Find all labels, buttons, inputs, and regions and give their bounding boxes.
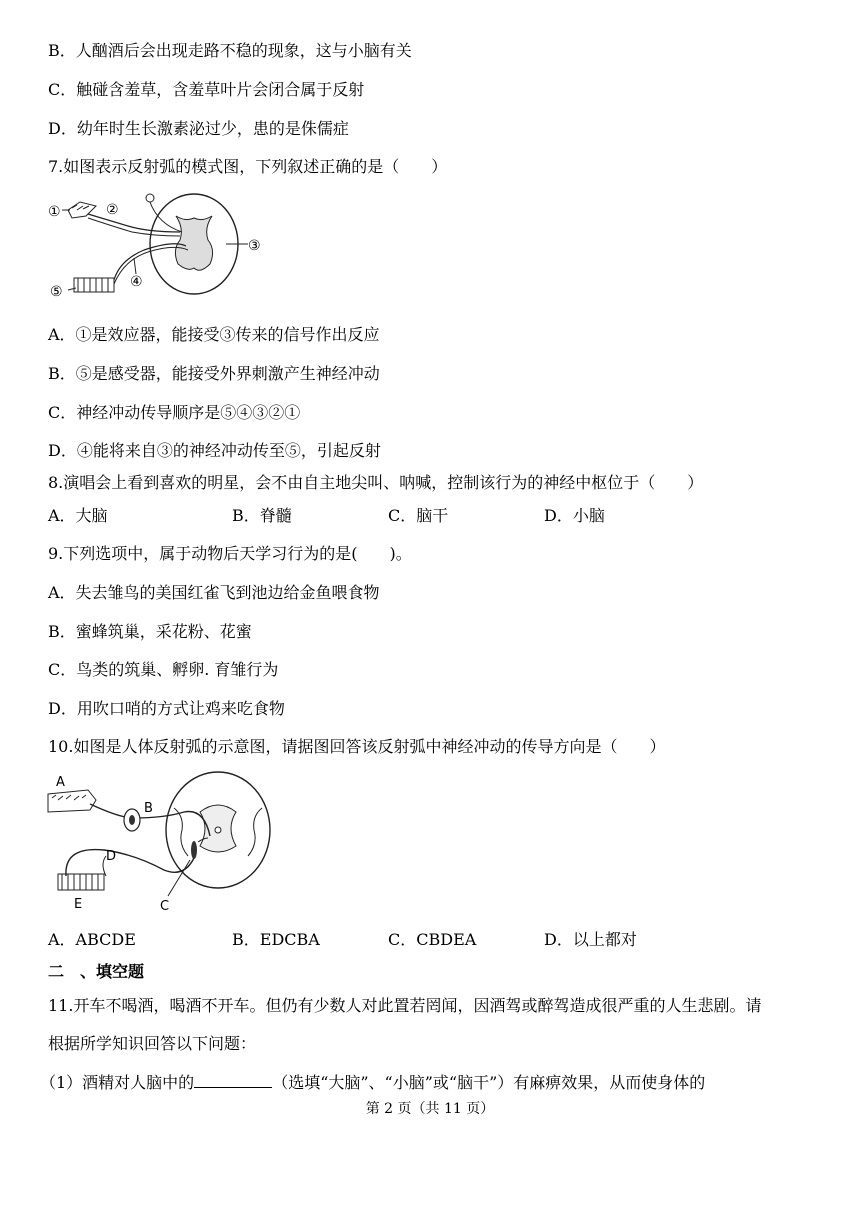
- q8-option-a: A．大脑: [48, 506, 108, 525]
- q9-option-b: B．蜜蜂筑巢，采花粉、花蜜: [48, 622, 252, 641]
- fig1-label-4: ④: [130, 274, 143, 290]
- q11-stem-line2: 根据所学知识回答以下问题：: [48, 1034, 257, 1053]
- fig1-label-3: ③: [248, 238, 261, 254]
- q10-stem: 10.如图是人体反射弧的示意图，请据图回答该反射弧中神经冲动的传导方向是（ ）: [48, 737, 666, 756]
- q6-option-c: C．触碰含羞草，含羞草叶片会闭合属于反射: [48, 80, 365, 99]
- q7-option-d: D．④能将来自③的神经冲动传至⑤，引起反射: [48, 441, 381, 460]
- q10-option-d: D．以上都对: [544, 930, 637, 949]
- q8-option-c: C．脑干: [388, 506, 449, 525]
- q7-stem: 7.如图表示反射弧的模式图，下列叙述正确的是（ ）: [48, 157, 448, 176]
- q9-option-d: D．用吹口哨的方式让鸡来吃食物: [48, 699, 285, 718]
- fig2-label-a: A: [56, 775, 65, 790]
- q11-stem-line1: 11.开车不喝酒，喝酒不开车。但仍有少数人对此置若罔闻，因酒驾或醉驾造成很严重的人生悲剧。请: [48, 996, 762, 1015]
- reflex-arc-figure-2: [44, 768, 276, 916]
- fig2-label-d: D: [106, 849, 117, 864]
- fig2-label-c: C: [160, 899, 170, 914]
- fig2-label-e: E: [74, 897, 83, 912]
- q11-part1-suffix: （选填“大脑”、“小脑”或“脑干”）有麻痹效果，从而使身体的: [272, 1073, 706, 1092]
- q10-option-b: B．EDCBA: [232, 930, 320, 949]
- fig2-label-b: B: [144, 801, 153, 816]
- fig1-muscle-block: [74, 278, 114, 292]
- q10-option-a: A．ABCDE: [48, 930, 136, 949]
- q10-option-c: C．CBDEA: [388, 930, 477, 949]
- fig1-label-1: ①: [48, 204, 61, 220]
- fig2-skin-block: [48, 790, 96, 812]
- q9-option-a: A．失去雏鸟的美国红雀飞到池边给金鱼喂食物: [48, 583, 380, 602]
- q8-option-d: D．小脑: [544, 506, 605, 525]
- fig2-muscle-block: [58, 874, 104, 890]
- q6-option-d: D．幼年时生长激素泌过少，患的是侏儒症: [48, 119, 349, 138]
- q9-stem: 9.下列选项中，属于动物后天学习行为的是( )。: [48, 544, 412, 563]
- q7-option-c: C．神经冲动传导顺序是⑤④③②①: [48, 403, 301, 422]
- fig1-grey-matter: [175, 216, 212, 270]
- q7-option-a: A．①是效应器，能接受③传来的信号作出反应: [48, 325, 380, 344]
- q7-option-b: B．⑤是感受器，能接受外界刺激产生神经冲动: [48, 364, 380, 383]
- q9-option-c: C．鸟类的筑巢、孵卵. 育雏行为: [48, 660, 279, 679]
- fig1-label-5: ⑤: [50, 284, 63, 300]
- q11-answer-blank[interactable]: [194, 1071, 272, 1088]
- page-footer: 第 2 页（共 11 页）: [365, 1101, 495, 1117]
- q6-option-b: B．人酗酒后会出现走路不稳的现象，这与小脑有关: [48, 41, 412, 60]
- fig1-label-2: ②: [106, 202, 119, 218]
- q11-part1: [40, 1071, 705, 1094]
- q8-stem: 8.演唱会上看到喜欢的明星，会不由自主地尖叫、呐喊，控制该行为的神经中枢位于（ ）: [48, 473, 704, 492]
- section-title: 二 、填空题: [48, 962, 145, 981]
- reflex-arc-figure-1: [44, 188, 266, 306]
- q11-part1-prefix: （1）酒精对人脑中的: [40, 1073, 195, 1092]
- q8-option-b: B．脊髓: [232, 506, 292, 525]
